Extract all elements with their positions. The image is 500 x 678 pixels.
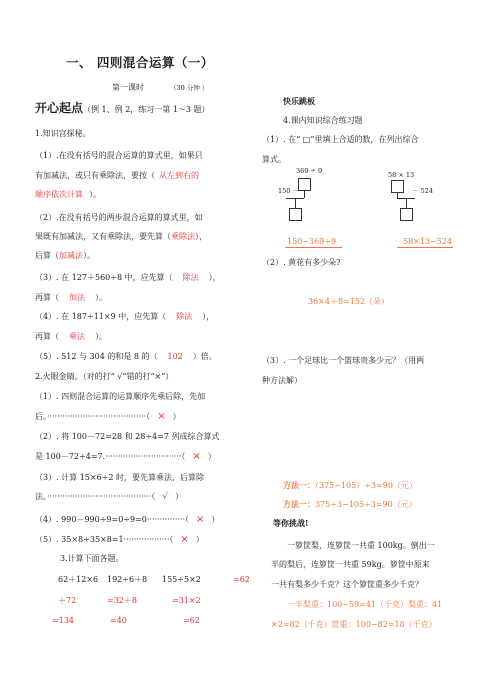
text: 再算（ [35, 293, 59, 302]
text: ）。 [89, 190, 101, 199]
check-mark-icon: √ [162, 492, 169, 502]
challenge-line2: 半的梨后，连箩筐一共重 59kg。箩筐中原来 [271, 560, 430, 569]
calc-1-result: =134 [52, 616, 74, 625]
r3-line2: 种方法解） [262, 376, 302, 385]
answer: 加减法 [59, 251, 83, 260]
tree2-answer-underline [397, 247, 453, 248]
text: 再算（ [35, 332, 59, 341]
q1-p4-line2 [35, 333, 107, 341]
text: （5）. 512 与 304 的和是 8 的（ [35, 352, 158, 361]
calc-1-step: ＋72 [58, 596, 77, 605]
right-subheading: 4.课内知识综合练习题 [283, 116, 363, 125]
text: ）， [202, 312, 215, 321]
method-1 [283, 481, 417, 490]
text: ）。 [95, 293, 107, 302]
text: ） [175, 492, 184, 501]
r2-answer: 36×4＋8=152（朵） [308, 297, 390, 306]
text: （3）. 在 127＋560÷8 中，应先算（ [35, 273, 173, 282]
challenge-answer1: 一半梨重：100−59=41（千克）梨重：41 [287, 600, 443, 609]
answer: 除法 [182, 273, 199, 282]
duration-label: （30 分钟 ） [170, 84, 209, 92]
answer: 乘除法 [171, 232, 195, 241]
q1-p1-line2 [35, 172, 199, 180]
calc-3-result: =62 [183, 616, 200, 625]
text: 是 100－72÷4=7.······························（ [35, 452, 186, 461]
text: （4）. 在 187÷11×9 中，应先算（ [35, 312, 167, 321]
answer: 除法 [176, 312, 193, 321]
q2-i1-line2 [35, 412, 181, 422]
r2-question: （2）. 黄花有多少朵? [262, 258, 341, 267]
section-heading [35, 102, 210, 114]
tree2-stem [406, 198, 407, 208]
r3-line1: （3）. 一个足球比一个篮球贵多少元？（用两 [262, 356, 425, 365]
section-title: 开心起点 [35, 101, 84, 115]
q1-p2-line2 [35, 233, 207, 241]
q1-p2-line1: （2）.在没有括号的两步混合运算的算式里，如 [35, 213, 203, 222]
r1-line1: （1）. 在“ □”里填上合适的数，在列出综合 [262, 135, 419, 144]
q2-i4 [35, 515, 219, 525]
text: ）， [208, 273, 221, 282]
challenge-answer2: ×2=82（千克）筐重：100−82=18（千克） [271, 620, 437, 629]
q1-p2-line3 [35, 252, 95, 260]
q2-i2-line1: （2）. 将 100－72=28 和 28÷4=7 列成综合算式 [35, 432, 220, 441]
q2-i3-line2 [35, 493, 183, 502]
q1-p3-line1 [35, 274, 221, 282]
q2-i3-line1: （3）. 计算 15×6÷2 时，要先算乘法，后算除 [35, 473, 205, 482]
text: （4）. 990－990÷9=0÷9=0···············（ [35, 515, 190, 524]
method-label: 方法一： [283, 499, 315, 509]
tree2-top-expr: 58 × 13 [388, 171, 415, 179]
tree1-top-expr: 369 ÷ 9 [296, 167, 323, 175]
method-label: 方法一： [283, 480, 315, 490]
text: ）， [195, 232, 207, 241]
q2-i5 [35, 535, 204, 545]
text: 后算（ [35, 251, 59, 260]
q1-p5 [35, 353, 217, 361]
cross-mark-icon: × [180, 534, 189, 545]
calc-2-step: =32＋8 [107, 596, 137, 605]
lesson-label: 第一课时 [112, 83, 144, 92]
answer: 102 [167, 352, 183, 361]
answer: 乘法 [69, 332, 85, 341]
page-title: 一、 四则混合运算（一） [66, 55, 214, 70]
calc-1-expr: 62＋12×6 [58, 575, 99, 584]
tree1-bottom-box [289, 208, 302, 221]
q1-p4-line1 [35, 313, 214, 321]
tree2-right-expr: － 524 [412, 187, 433, 195]
text: ） [207, 452, 216, 461]
q3-heading: 3.计算下面各题。 [60, 554, 124, 563]
section-subtitle: （例 1、例 2，练习一第 1～3 题） [83, 105, 210, 114]
calc-2-expr: 192÷6＋8 [107, 575, 148, 584]
text: ）倍。 [192, 352, 217, 361]
cross-mark-icon: × [196, 514, 205, 525]
challenge-line1: 一箩筐梨，连箩筐一共重 100kg。倒出一 [287, 541, 435, 550]
tree1-connector [304, 190, 305, 198]
challenge-line3: 一共有梨多少千克？这个箩筐重多少千克？ [271, 580, 423, 589]
answer: 顺序依次计算 [35, 190, 83, 199]
text: 后。·······································（ [35, 412, 151, 421]
q2-i1-line1: （1）. 四则混合运算的运算顺序先乘后除，先加 [35, 392, 206, 401]
calc-3-expr: 155÷5×2 [162, 575, 201, 584]
tree2-bottom-box [400, 208, 413, 221]
calc-3-step: =31×2 [172, 596, 201, 605]
section-title-right: 快乐跳板 [283, 96, 315, 106]
q2-heading: 2.火眼金睛。（对的打“ √”错的打“×”） [35, 372, 174, 381]
tree1-left-expr: 150 － [278, 187, 299, 195]
text: ）。 [95, 332, 107, 341]
tree1-stem [295, 198, 296, 208]
tree1-answer: 150−369÷9 [287, 237, 337, 246]
q1-p1-line3 [35, 191, 101, 199]
text: ） [195, 535, 204, 544]
q1-heading: 1.知识宫探秘。 [35, 129, 91, 138]
q2-i2-line2 [35, 452, 216, 462]
r1-line2: 算式。 [262, 155, 286, 164]
text: ）。 [83, 251, 95, 260]
challenge-title: 等你挑战! [273, 518, 309, 528]
text: ） [211, 515, 220, 524]
method-expr: （375−105）÷3=90（元） [315, 481, 417, 490]
answer: 从左到右的 [159, 171, 199, 180]
cross-mark-icon: × [157, 411, 166, 422]
calc-4-result: =62 [233, 575, 250, 584]
method-expr: 375÷3−105÷3=90（元） [315, 500, 417, 509]
text: （5）. 35×8÷35×8=1··················（ [35, 535, 174, 544]
text: 果既有加减法，又有乘除法，要先算（ [35, 232, 171, 241]
text: 法。·········································（ [35, 492, 156, 501]
tree2-answer: 58×13−524 [403, 237, 453, 246]
tree1-answer-underline [285, 247, 342, 248]
calc-2-result: =40 [110, 616, 127, 625]
method-2 [283, 500, 417, 509]
cross-mark-icon: × [192, 451, 201, 462]
answer: 加法 [69, 293, 85, 302]
q1-p3-line2 [35, 294, 107, 302]
text: ） [172, 412, 181, 421]
q1-p1-line1: （1）.在没有括号的混合运算的算式里，如果只 [35, 151, 203, 160]
text: 有加减法，或只有乘除法，要按（ [35, 171, 155, 180]
